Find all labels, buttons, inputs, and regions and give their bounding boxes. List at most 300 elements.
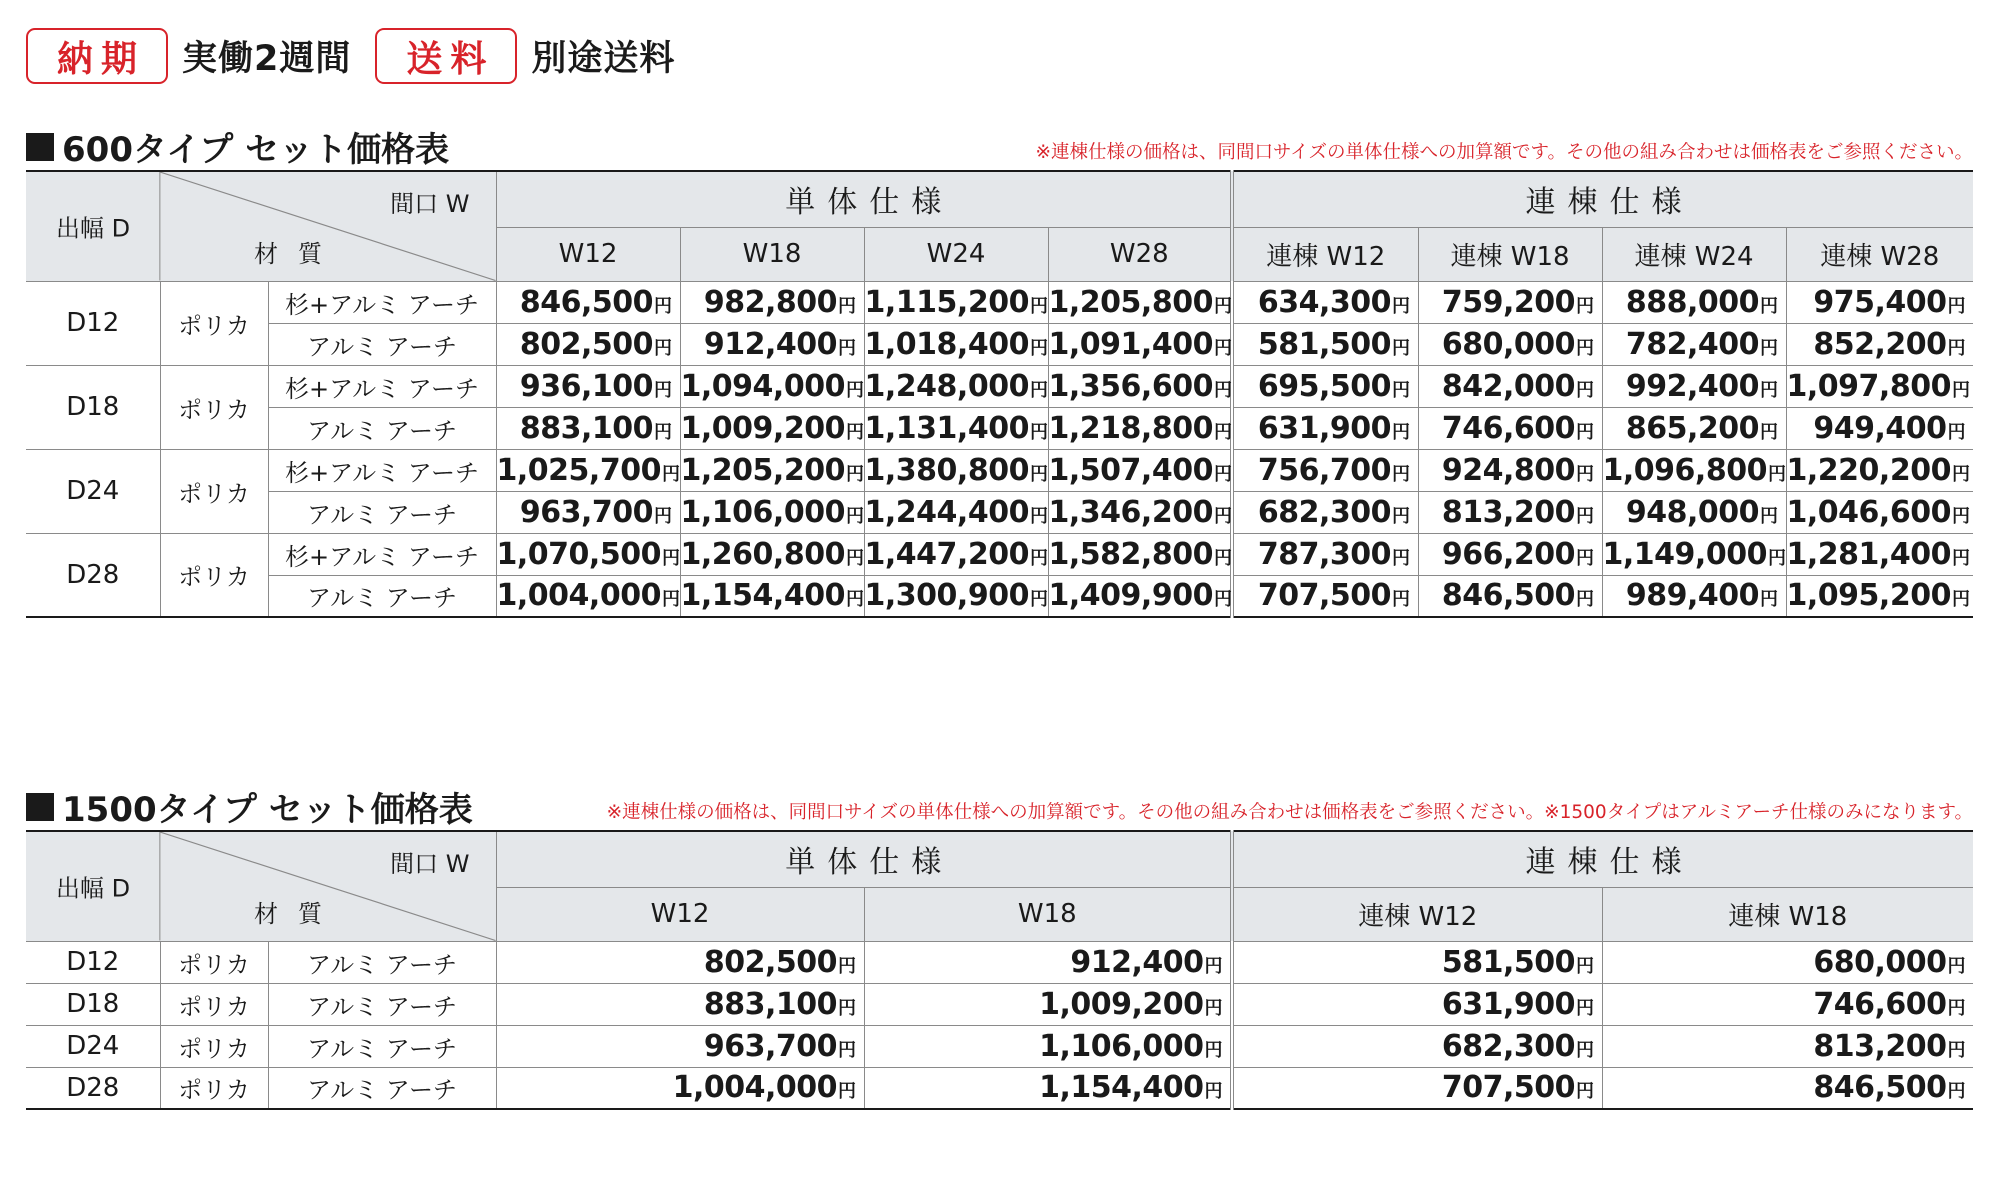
price-cell [1786, 491, 1973, 533]
group-single-header: 単体仕様 [496, 171, 1232, 227]
price-value: 842,000 [1441, 368, 1576, 404]
price-value: 948,000 [1625, 494, 1760, 530]
yen-unit: 円 [1760, 295, 1778, 317]
price-cell [1602, 407, 1786, 449]
price-cell [496, 1025, 864, 1067]
yen-unit: 円 [661, 463, 680, 485]
price-cell [864, 533, 1048, 575]
price-cell [1232, 1025, 1602, 1067]
price-cell [1602, 941, 1973, 983]
column-header: W24 [864, 227, 1048, 281]
price-value: 936,100 [519, 368, 654, 404]
price-value: 682,300 [1257, 494, 1392, 530]
price-value: 1,380,800 [864, 452, 1029, 488]
price-cell [680, 449, 864, 491]
yen-unit: 円 [1392, 379, 1410, 401]
price-cell [496, 983, 864, 1025]
yen-unit: 円 [1576, 589, 1594, 611]
price-value: 1,300,900 [864, 578, 1029, 614]
depth-cell: D28 [26, 533, 160, 617]
price-cell [1232, 941, 1602, 983]
table-row [26, 983, 1973, 1025]
price-cell [864, 365, 1048, 407]
yen-unit: 円 [838, 1039, 856, 1061]
price-value: 912,400 [703, 326, 838, 362]
table-row [26, 575, 1973, 617]
price-cell [1232, 407, 1418, 449]
price-value: 1,106,000 [680, 494, 845, 530]
square-bullet-icon [26, 133, 54, 161]
yen-unit: 円 [845, 589, 864, 611]
price-value: 846,500 [1441, 578, 1576, 614]
yen-unit: 円 [1576, 547, 1594, 569]
price-value: 1,091,400 [1048, 326, 1213, 362]
price-value: 1,009,200 [1039, 986, 1204, 1022]
yen-unit: 円 [1392, 421, 1410, 443]
price-value: 634,300 [1257, 284, 1392, 320]
price-cell [496, 941, 864, 983]
table-row [26, 941, 1973, 983]
yen-unit: 円 [1760, 421, 1778, 443]
table-row [26, 323, 1973, 365]
yen-unit: 円 [1947, 1081, 1966, 1103]
square-bullet-icon [26, 793, 54, 821]
price-value: 695,500 [1257, 368, 1392, 404]
price-value: 1,131,400 [864, 410, 1029, 446]
depth-cell: D24 [26, 1025, 160, 1067]
price-value: 759,200 [1441, 284, 1576, 320]
yen-unit: 円 [838, 337, 856, 359]
yen-unit: 円 [845, 505, 864, 527]
price-cell [864, 983, 1232, 1025]
yen-unit: 円 [1576, 1039, 1594, 1061]
yen-unit: 円 [1213, 463, 1232, 485]
yen-unit: 円 [845, 421, 864, 443]
price-cell [864, 575, 1048, 617]
price-value: 631,900 [1257, 410, 1392, 446]
yen-unit: 円 [1576, 1081, 1594, 1103]
finish-cell: アルミ アーチ [268, 1067, 496, 1109]
yen-unit: 円 [1213, 505, 1232, 527]
price-value: 1,409,900 [1048, 578, 1213, 614]
price-cell [1602, 1067, 1973, 1109]
price-cell [496, 1067, 864, 1109]
price-value: 682,300 [1441, 1028, 1576, 1064]
yen-unit: 円 [1951, 589, 1970, 611]
yen-unit: 円 [845, 463, 864, 485]
price-cell [1048, 491, 1232, 533]
price-value: 1,115,200 [864, 284, 1029, 320]
price-cell [1786, 281, 1973, 323]
table600-corner-header [26, 171, 496, 281]
price-value: 802,500 [703, 944, 838, 980]
yen-unit: 円 [1213, 589, 1232, 611]
shipping-text: 別途送料 [531, 39, 676, 79]
yen-unit: 円 [1951, 547, 1970, 569]
price-cell [680, 281, 864, 323]
price-value: 1,218,800 [1048, 410, 1213, 446]
yen-unit: 円 [1204, 997, 1223, 1019]
column-header: 連棟 W18 [1418, 227, 1602, 281]
price-value: 1,025,700 [496, 452, 661, 488]
price-value: 1,346,200 [1048, 494, 1213, 530]
price-cell [1602, 449, 1786, 491]
price-cell [1048, 575, 1232, 617]
shipping-badge: 送料 [375, 28, 517, 84]
price-cell [680, 533, 864, 575]
price-cell [1602, 323, 1786, 365]
corner-material-label: 材質 [254, 239, 342, 268]
table1500-title [26, 782, 473, 831]
yen-unit: 円 [1392, 547, 1410, 569]
finish-cell: アルミ アーチ [268, 491, 496, 533]
price-value: 949,400 [1813, 410, 1947, 446]
price-cell [1602, 575, 1786, 617]
price-cell [1048, 281, 1232, 323]
column-header: 連棟 W12 [1232, 227, 1418, 281]
price-value: 581,500 [1257, 326, 1392, 362]
yen-unit: 円 [1392, 337, 1410, 359]
price-cell [1418, 365, 1602, 407]
price-cell [1232, 491, 1418, 533]
price-value: 1,260,800 [680, 536, 845, 572]
price-value: 975,400 [1813, 284, 1947, 320]
yen-unit: 円 [1029, 421, 1048, 443]
column-header: 連棟 W28 [1786, 227, 1973, 281]
price-cell [496, 449, 680, 491]
yen-unit: 円 [1029, 379, 1048, 401]
price-cell [1232, 449, 1418, 491]
finish-cell: アルミ アーチ [268, 983, 496, 1025]
table-row [26, 533, 1973, 575]
price-value: 1,356,600 [1048, 368, 1213, 404]
yen-unit: 円 [1576, 379, 1594, 401]
yen-unit: 円 [1204, 1081, 1223, 1103]
yen-unit: 円 [661, 589, 680, 611]
price-value: 680,000 [1813, 944, 1947, 980]
yen-unit: 円 [1213, 421, 1232, 443]
price-value: 1,447,200 [864, 536, 1029, 572]
yen-unit: 円 [1576, 421, 1594, 443]
price-cell [1418, 407, 1602, 449]
price-value: 707,500 [1257, 578, 1392, 614]
price-cell [1232, 575, 1418, 617]
price-value: 581,500 [1441, 944, 1576, 980]
yen-unit: 円 [654, 295, 672, 317]
price-cell [1786, 575, 1973, 617]
column-header: W12 [496, 227, 680, 281]
price-cell [864, 449, 1048, 491]
price-value: 1,149,000 [1602, 536, 1767, 572]
yen-unit: 円 [1392, 463, 1410, 485]
price-cell [1602, 1025, 1973, 1067]
price-cell [1418, 575, 1602, 617]
price-cell [1602, 491, 1786, 533]
price-value: 1,154,400 [680, 578, 845, 614]
corner-depth-label: 出幅 D [56, 214, 131, 243]
price-cell [1232, 1067, 1602, 1109]
table1500-title-text: 1500タイプ セット価格表 [62, 790, 473, 830]
yen-unit: 円 [1576, 337, 1594, 359]
yen-unit: 円 [838, 997, 856, 1019]
price-value: 787,300 [1257, 536, 1392, 572]
price-value: 846,500 [1813, 1070, 1947, 1106]
group-linked-header: 連棟仕様 [1232, 171, 1973, 227]
material-cell: ポリカ [160, 281, 268, 365]
price-value: 865,200 [1625, 410, 1760, 446]
price-cell [680, 575, 864, 617]
finish-cell: アルミ アーチ [268, 323, 496, 365]
price-cell [1048, 365, 1232, 407]
yen-unit: 円 [1029, 589, 1048, 611]
price-cell [864, 323, 1048, 365]
price-cell [1232, 323, 1418, 365]
depth-cell: D18 [26, 983, 160, 1025]
yen-unit: 円 [1392, 295, 1410, 317]
corner-width-label: 間口 W [390, 850, 470, 878]
price-value: 1,095,200 [1786, 578, 1951, 614]
price-cell [496, 323, 680, 365]
yen-unit: 円 [1760, 337, 1778, 359]
yen-unit: 円 [1951, 505, 1970, 527]
finish-cell: 杉+アルミ アーチ [268, 533, 496, 575]
price-cell [864, 1067, 1232, 1109]
column-header: 連棟 W18 [1602, 887, 1973, 941]
price-value: 1,070,500 [496, 536, 661, 572]
finish-cell: アルミ アーチ [268, 575, 496, 617]
price-value: 1,096,800 [1602, 452, 1767, 488]
yen-unit: 円 [1213, 337, 1232, 359]
price-value: 852,200 [1813, 326, 1947, 362]
price-value: 966,200 [1441, 536, 1576, 572]
material-cell: ポリカ [160, 1025, 268, 1067]
finish-cell: アルミ アーチ [268, 1025, 496, 1067]
price-value: 1,004,000 [672, 1070, 838, 1106]
material-cell: ポリカ [160, 533, 268, 617]
price-cell [1602, 983, 1973, 1025]
table1500-corner-header [26, 831, 496, 941]
finish-cell: 杉+アルミ アーチ [268, 281, 496, 323]
price-cell [864, 941, 1232, 983]
price-cell [1602, 281, 1786, 323]
price-value: 912,400 [1070, 944, 1204, 980]
price-value: 1,094,000 [680, 368, 845, 404]
yen-unit: 円 [654, 337, 672, 359]
price-cell [1048, 407, 1232, 449]
price-value: 813,200 [1441, 494, 1576, 530]
yen-unit: 円 [1029, 295, 1048, 317]
price-cell [496, 575, 680, 617]
table600-note: ※連棟仕様の価格は、同間口サイズの単体仕様への加算額です。その他の組み合わせは価格表をご参照ください。 [1035, 142, 1973, 163]
yen-unit: 円 [1576, 997, 1594, 1019]
yen-unit: 円 [1576, 955, 1594, 977]
column-header: 連棟 W12 [1232, 887, 1602, 941]
finish-cell: アルミ アーチ [268, 407, 496, 449]
yen-unit: 円 [1767, 547, 1786, 569]
price-cell [496, 365, 680, 407]
price-cell [1418, 323, 1602, 365]
price-value: 963,700 [519, 494, 654, 530]
yen-unit: 円 [1576, 295, 1594, 317]
table-row [26, 365, 1973, 407]
price-cell [496, 533, 680, 575]
price-cell [1048, 449, 1232, 491]
yen-unit: 円 [1760, 589, 1778, 611]
price-cell [496, 407, 680, 449]
yen-unit: 円 [1947, 997, 1966, 1019]
table1500-note: ※連棟仕様の価格は、同間口サイズの単体仕様への加算額です。その他の組み合わせは価格表をご参照ください。※1500タイプはアルミアーチ仕様のみになります。 [606, 802, 1973, 823]
delivery-badge: 納期 [26, 28, 168, 84]
table-row [26, 407, 1973, 449]
price-cell [864, 407, 1048, 449]
price-value: 1,281,400 [1786, 536, 1951, 572]
yen-unit: 円 [1760, 379, 1778, 401]
price-value: 631,900 [1441, 986, 1576, 1022]
yen-unit: 円 [838, 1081, 856, 1103]
yen-unit: 円 [1204, 1039, 1223, 1061]
price-value: 982,800 [703, 284, 838, 320]
price-cell [1232, 365, 1418, 407]
depth-cell: D12 [26, 281, 160, 365]
corner-depth-label: 出幅 D [56, 874, 131, 903]
price-cell [864, 281, 1048, 323]
table-row [26, 281, 1973, 323]
price-value: 1,046,600 [1786, 494, 1951, 530]
price-value: 782,400 [1625, 326, 1760, 362]
price-cell [1418, 281, 1602, 323]
price-cell [1418, 449, 1602, 491]
depth-cell: D18 [26, 365, 160, 449]
yen-unit: 円 [1392, 589, 1410, 611]
material-cell: ポリカ [160, 365, 268, 449]
price-value: 1,009,200 [680, 410, 845, 446]
yen-unit: 円 [1204, 955, 1223, 977]
table1500-price-table [26, 830, 1973, 1110]
price-cell [680, 491, 864, 533]
yen-unit: 円 [1947, 421, 1966, 443]
material-cell: ポリカ [160, 941, 268, 983]
table600-price-table [26, 170, 1973, 618]
price-cell [1786, 533, 1973, 575]
price-value: 1,220,200 [1786, 452, 1951, 488]
price-cell [1048, 533, 1232, 575]
price-cell [864, 1025, 1232, 1067]
price-cell [680, 365, 864, 407]
yen-unit: 円 [654, 379, 672, 401]
yen-unit: 円 [1760, 505, 1778, 527]
yen-unit: 円 [1947, 955, 1966, 977]
yen-unit: 円 [1951, 463, 1970, 485]
price-value: 1,018,400 [864, 326, 1029, 362]
yen-unit: 円 [845, 547, 864, 569]
price-cell [1602, 365, 1786, 407]
price-cell [1048, 323, 1232, 365]
price-cell [1786, 407, 1973, 449]
price-cell [1232, 983, 1602, 1025]
yen-unit: 円 [1767, 463, 1786, 485]
price-value: 1,582,800 [1048, 536, 1213, 572]
price-cell [1602, 533, 1786, 575]
yen-unit: 円 [838, 955, 856, 977]
price-value: 883,100 [703, 986, 838, 1022]
price-cell [1786, 323, 1973, 365]
column-header: W12 [496, 887, 864, 941]
yen-unit: 円 [1576, 463, 1594, 485]
price-value: 888,000 [1625, 284, 1760, 320]
material-cell: ポリカ [160, 449, 268, 533]
yen-unit: 円 [661, 547, 680, 569]
material-cell: ポリカ [160, 1067, 268, 1109]
price-value: 1,244,400 [864, 494, 1029, 530]
price-cell [680, 407, 864, 449]
yen-unit: 円 [838, 295, 856, 317]
yen-unit: 円 [1947, 295, 1966, 317]
table-row [26, 1025, 1973, 1067]
price-value: 746,600 [1441, 410, 1576, 446]
table600-title-text: 600タイプ セット価格表 [62, 130, 450, 170]
yen-unit: 円 [1213, 379, 1232, 401]
yen-unit: 円 [1029, 463, 1048, 485]
price-value: 1,004,000 [496, 578, 661, 614]
depth-cell: D24 [26, 449, 160, 533]
price-cell [1418, 491, 1602, 533]
price-cell [864, 491, 1048, 533]
finish-cell: 杉+アルミ アーチ [268, 449, 496, 491]
yen-unit: 円 [1947, 337, 1966, 359]
price-value: 989,400 [1625, 578, 1760, 614]
price-cell [1418, 533, 1602, 575]
price-cell [496, 281, 680, 323]
group-single-header: 単体仕様 [496, 831, 1232, 887]
price-cell [1786, 365, 1973, 407]
yen-unit: 円 [1947, 1039, 1966, 1061]
yen-unit: 円 [1213, 547, 1232, 569]
price-cell [1786, 449, 1973, 491]
column-header: W18 [680, 227, 864, 281]
depth-cell: D28 [26, 1067, 160, 1109]
price-value: 1,106,000 [1039, 1028, 1204, 1064]
column-header: W18 [864, 887, 1232, 941]
yen-unit: 円 [1213, 295, 1232, 317]
price-value: 1,507,400 [1048, 452, 1213, 488]
price-value: 1,097,800 [1786, 368, 1951, 404]
price-value: 1,205,800 [1048, 284, 1213, 320]
price-value: 707,500 [1441, 1070, 1576, 1106]
group-linked-header: 連棟仕様 [1232, 831, 1973, 887]
yen-unit: 円 [1392, 505, 1410, 527]
corner-width-label: 間口 W [390, 190, 470, 218]
yen-unit: 円 [1029, 505, 1048, 527]
price-value: 883,100 [519, 410, 654, 446]
price-cell [680, 323, 864, 365]
price-value: 756,700 [1257, 452, 1392, 488]
price-value: 1,205,200 [680, 452, 845, 488]
depth-cell: D12 [26, 941, 160, 983]
price-cell [1232, 281, 1418, 323]
yen-unit: 円 [1951, 379, 1970, 401]
price-value: 963,700 [703, 1028, 838, 1064]
price-value: 992,400 [1625, 368, 1760, 404]
finish-cell: アルミ アーチ [268, 941, 496, 983]
price-cell [496, 491, 680, 533]
table-row [26, 1067, 1973, 1109]
yen-unit: 円 [1029, 547, 1048, 569]
finish-cell: 杉+アルミ アーチ [268, 365, 496, 407]
price-value: 746,600 [1813, 986, 1947, 1022]
delivery-shipping-bar [26, 26, 675, 86]
yen-unit: 円 [1029, 337, 1048, 359]
material-cell: ポリカ [160, 983, 268, 1025]
